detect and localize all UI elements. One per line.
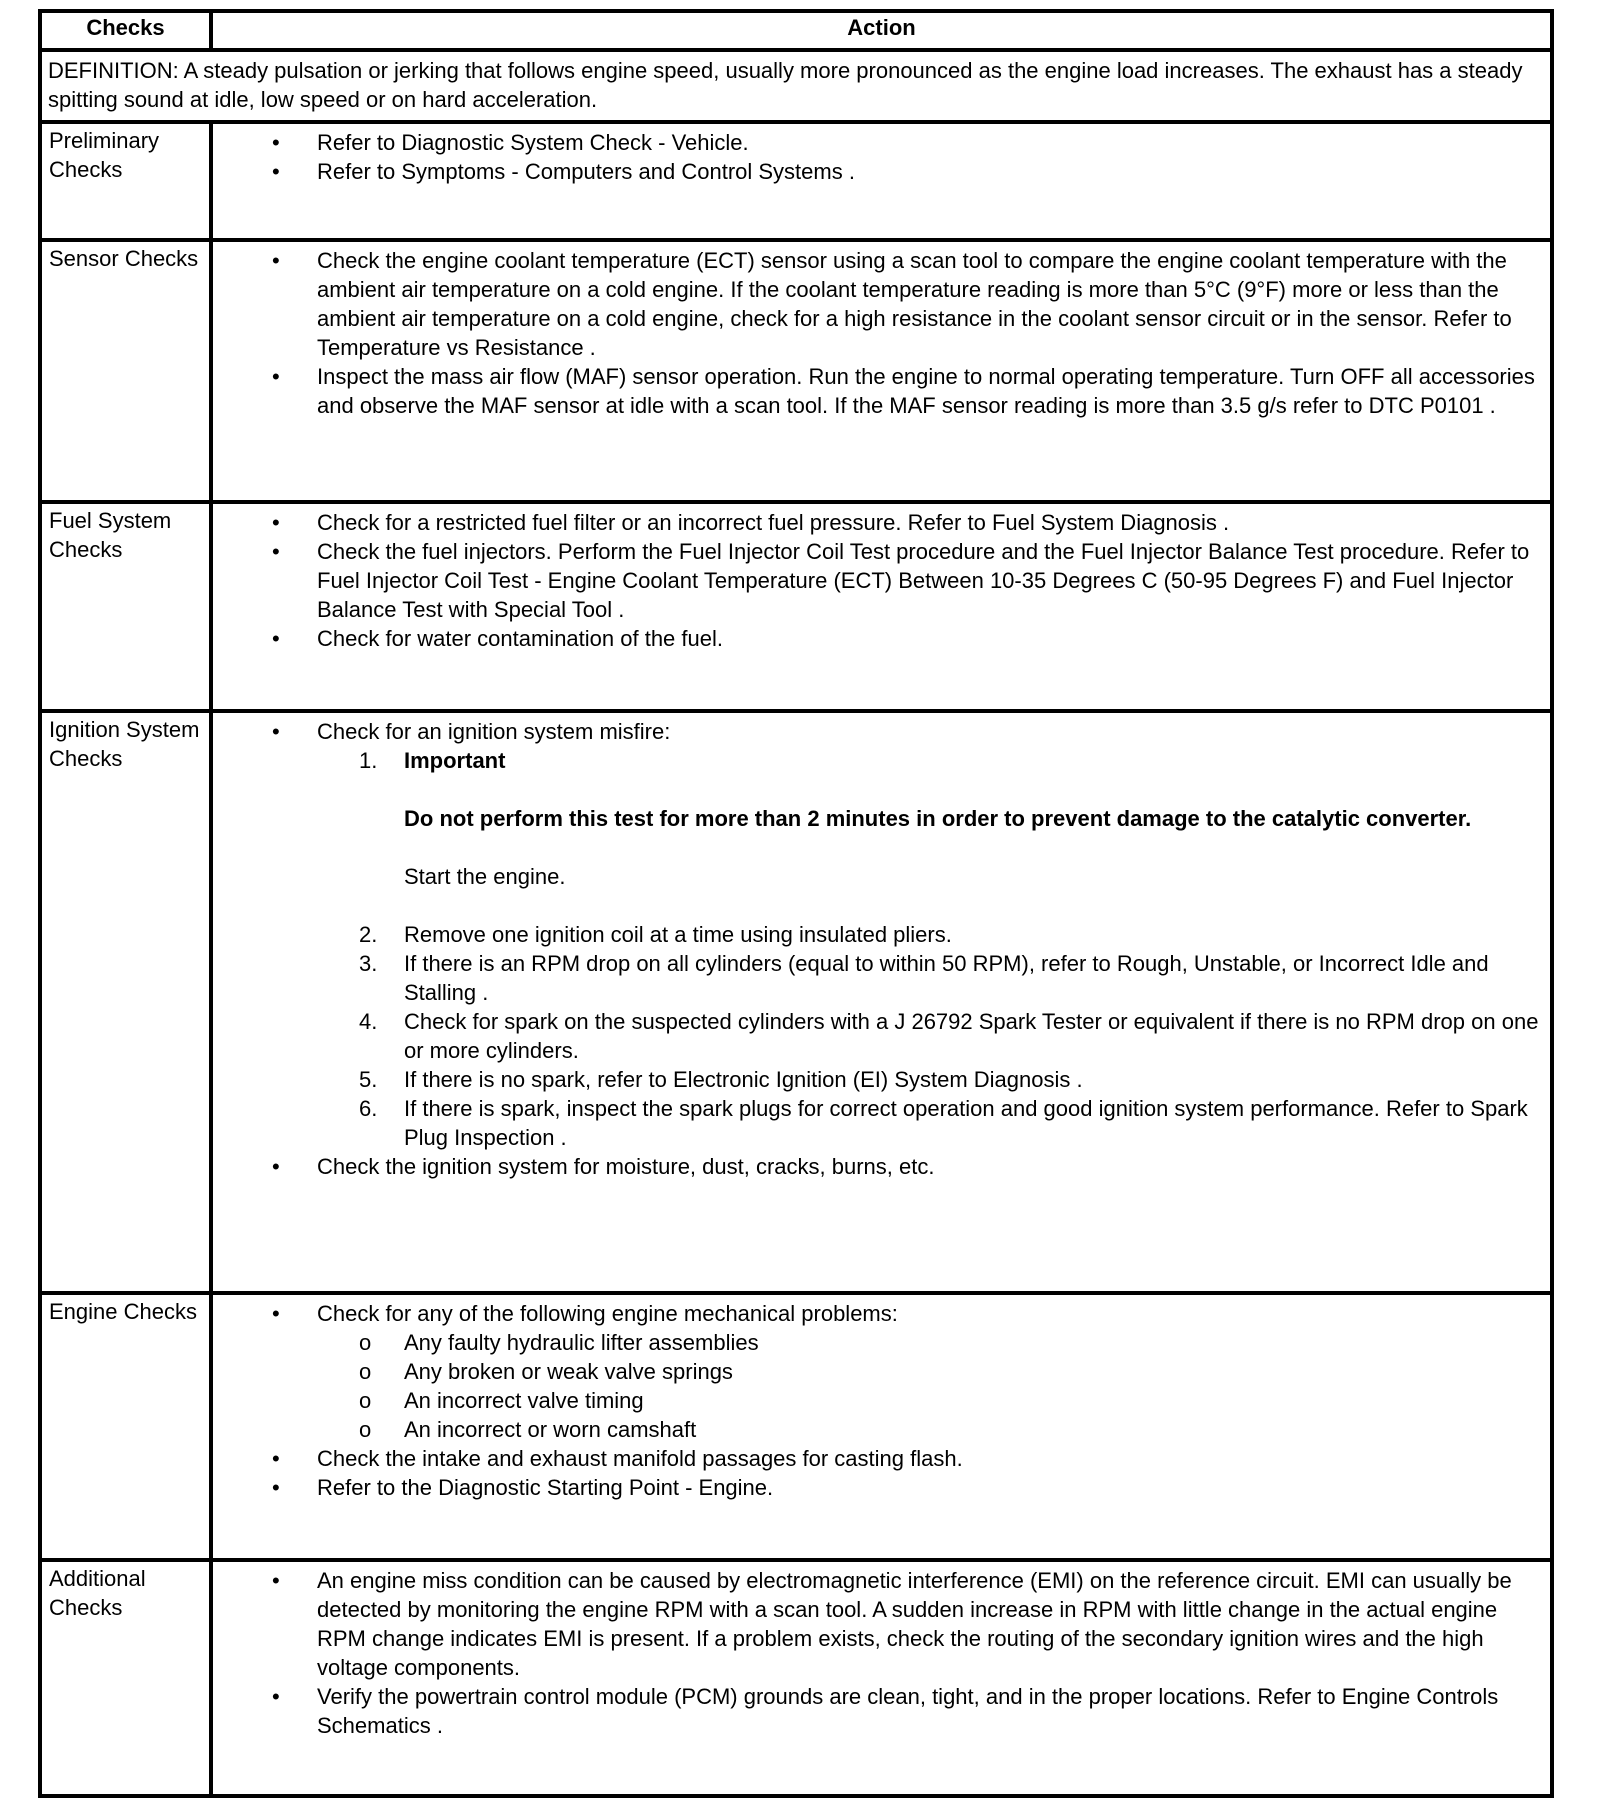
list-item bbox=[213, 1152, 1542, 1181]
item-text: Check for a restricted fuel filter or an incorrect fuel pressure. Refer to Fuel System Diagnosis . bbox=[317, 510, 1230, 535]
item-text: Check for an ignition system misfire: bbox=[317, 719, 671, 744]
sub-item bbox=[213, 1357, 1542, 1386]
bullet-icon: • bbox=[272, 1475, 280, 1500]
step-number: 3. bbox=[359, 951, 378, 976]
sub-text: An incorrect or worn camshaft bbox=[404, 1417, 697, 1442]
item-text: Verify the powertrain control module (PCM) grounds are clean, tight, and in the proper locations. Refer to Engine Controls Schematics . bbox=[317, 1684, 1499, 1738]
item-text: Check for water contamination of the fuel. bbox=[317, 626, 723, 651]
bullet-icon: • bbox=[272, 130, 280, 155]
bullet-icon: • bbox=[272, 248, 280, 273]
step-number: 4. bbox=[359, 1009, 378, 1034]
item-text: Check for any of the following engine mechanical problems: bbox=[317, 1301, 898, 1326]
sub-text: Any faulty hydraulic lifter assemblies bbox=[404, 1330, 759, 1355]
bullet-icon: • bbox=[272, 719, 280, 744]
step-number: 1. bbox=[359, 748, 378, 773]
checks-header: Checks bbox=[40, 11, 211, 50]
list-item bbox=[213, 157, 1542, 186]
step-number: 2. bbox=[359, 922, 378, 947]
header-row bbox=[40, 11, 1552, 50]
list-item bbox=[213, 717, 1542, 746]
item-text: Inspect the mass air flow (MAF) sensor operation. Run the engine to normal operating temperature. Turn OFF all accessories and observe the MAF sensor at idle with a scan tool. If the MAF sensor reading is more than 3.5 g/s refer to DTC P0101 . bbox=[317, 364, 1535, 418]
bullet-icon: • bbox=[272, 159, 280, 184]
sub-text: An incorrect valve timing bbox=[404, 1388, 644, 1413]
list-item bbox=[213, 1566, 1542, 1682]
table-row bbox=[40, 122, 1552, 240]
list-item bbox=[213, 1299, 1542, 1328]
item-text: Refer to Diagnostic System Check - Vehicle. bbox=[317, 130, 749, 155]
sub-text: Any broken or weak valve springs bbox=[404, 1359, 733, 1384]
step-text: If there is spark, inspect the spark plugs for correct operation and good ignition system performance. Refer to Spark Plug Inspection . bbox=[404, 1096, 1528, 1150]
step-number: 5. bbox=[359, 1067, 378, 1092]
list-item bbox=[213, 128, 1542, 157]
list-item bbox=[213, 1444, 1542, 1473]
item-text: An engine miss condition can be caused by electromagnetic interference (EMI) on the reference circuit. EMI can usually be detected by monitoring the engine RPM with a scan tool. A sudden increase in RPM with little change in the actual engine RPM change indicates EMI is present. If a problem exists, check the routing of the secondary ignition wires and the high voltage components. bbox=[317, 1568, 1512, 1680]
checks-table bbox=[38, 9, 1554, 1798]
step-item bbox=[213, 1065, 1542, 1094]
circle-bullet-icon: o bbox=[359, 1359, 372, 1384]
item-text: Check the engine coolant temperature (ECT) sensor using a scan tool to compare the engine coolant temperature with the ambient air temperature on a cold engine. If the coolant temperature reading is more than 5°C (9°F) more or less than the ambient air temperature on a cold engine, check for a high resistance in the coolant sensor circuit or in the sensor. Refer to Temperature vs Resistance . bbox=[317, 248, 1512, 360]
step-item bbox=[213, 1094, 1542, 1152]
table-row bbox=[40, 502, 1552, 711]
bullet-icon: • bbox=[272, 364, 280, 389]
table-row bbox=[40, 1560, 1552, 1796]
bullet-icon: • bbox=[272, 510, 280, 535]
warning-text: Do not perform this test for more than 2 minutes in order to prevent damage to the catalytic converter. bbox=[404, 806, 1472, 831]
list-item bbox=[213, 1682, 1542, 1740]
list-item bbox=[213, 246, 1542, 362]
step-text: Check for spark on the suspected cylinders with a J 26792 Spark Tester or equivalent if there is no RPM drop on one or more cylinders. bbox=[404, 1009, 1539, 1063]
list-item bbox=[213, 1473, 1542, 1502]
row-label: Preliminary Checks bbox=[40, 122, 211, 240]
step-item bbox=[213, 949, 1542, 1007]
bullet-icon: • bbox=[272, 1446, 280, 1471]
list-item bbox=[213, 362, 1542, 420]
table-row bbox=[40, 1293, 1552, 1560]
circle-bullet-icon: o bbox=[359, 1330, 372, 1355]
definition-row bbox=[40, 50, 1552, 122]
circle-bullet-icon: o bbox=[359, 1417, 372, 1442]
row-label: Fuel System Checks bbox=[40, 502, 211, 711]
step-text: Remove one ignition coil at a time using insulated pliers. bbox=[404, 922, 952, 947]
step-text: If there is no spark, refer to Electronic Ignition (EI) System Diagnosis . bbox=[404, 1067, 1083, 1092]
item-text: Check the ignition system for moisture, dust, cracks, burns, etc. bbox=[317, 1154, 935, 1179]
bullet-icon: • bbox=[272, 626, 280, 651]
list-item bbox=[213, 537, 1542, 624]
bullet-icon: • bbox=[272, 1568, 280, 1593]
circle-bullet-icon: o bbox=[359, 1388, 372, 1413]
definition-text: DEFINITION: A steady pulsation or jerking that follows engine speed, usually more pronounced as the engine load increases. The exhaust has a steady spitting sound at idle, low speed or on hard acceleration. bbox=[40, 50, 1552, 122]
list-item bbox=[213, 624, 1542, 653]
row-label: Ignition System Checks bbox=[40, 711, 211, 1293]
item-text: Refer to the Diagnostic Starting Point - Engine. bbox=[317, 1475, 774, 1500]
step-text: Start the engine. bbox=[404, 864, 566, 889]
bullet-icon: • bbox=[272, 1684, 280, 1709]
sub-item bbox=[213, 1328, 1542, 1357]
step-item bbox=[213, 746, 1542, 920]
row-label: Engine Checks bbox=[40, 1293, 211, 1560]
step-item bbox=[213, 920, 1542, 949]
important-label: Important bbox=[404, 748, 506, 773]
action-header: Action bbox=[211, 11, 1552, 50]
table-row bbox=[40, 711, 1552, 1293]
bullet-icon: • bbox=[272, 1301, 280, 1326]
list-item bbox=[213, 508, 1542, 537]
step-number: 6. bbox=[359, 1096, 378, 1121]
sub-item bbox=[213, 1415, 1542, 1444]
row-label: Sensor Checks bbox=[40, 240, 211, 502]
sub-item bbox=[213, 1386, 1542, 1415]
item-text: Refer to Symptoms - Computers and Control Systems . bbox=[317, 159, 855, 184]
step-text: If there is an RPM drop on all cylinders (equal to within 50 RPM), refer to Rough, Unstable, or Incorrect Idle and Stalling . bbox=[404, 951, 1489, 1005]
bullet-icon: • bbox=[272, 539, 280, 564]
table-row bbox=[40, 240, 1552, 502]
row-label: Additional Checks bbox=[40, 1560, 211, 1796]
item-text: Check the fuel injectors. Perform the Fuel Injector Coil Test procedure and the Fuel Injector Balance Test procedure. Refer to Fuel Injector Coil Test - Engine Coolant Temperature (ECT) Between 10-35 Degrees C (50-95 Degrees F) and Fuel Injector Balance Test with Special Tool . bbox=[317, 539, 1530, 622]
item-text: Check the intake and exhaust manifold passages for casting flash. bbox=[317, 1446, 963, 1471]
step-item bbox=[213, 1007, 1542, 1065]
bullet-icon: • bbox=[272, 1154, 280, 1179]
